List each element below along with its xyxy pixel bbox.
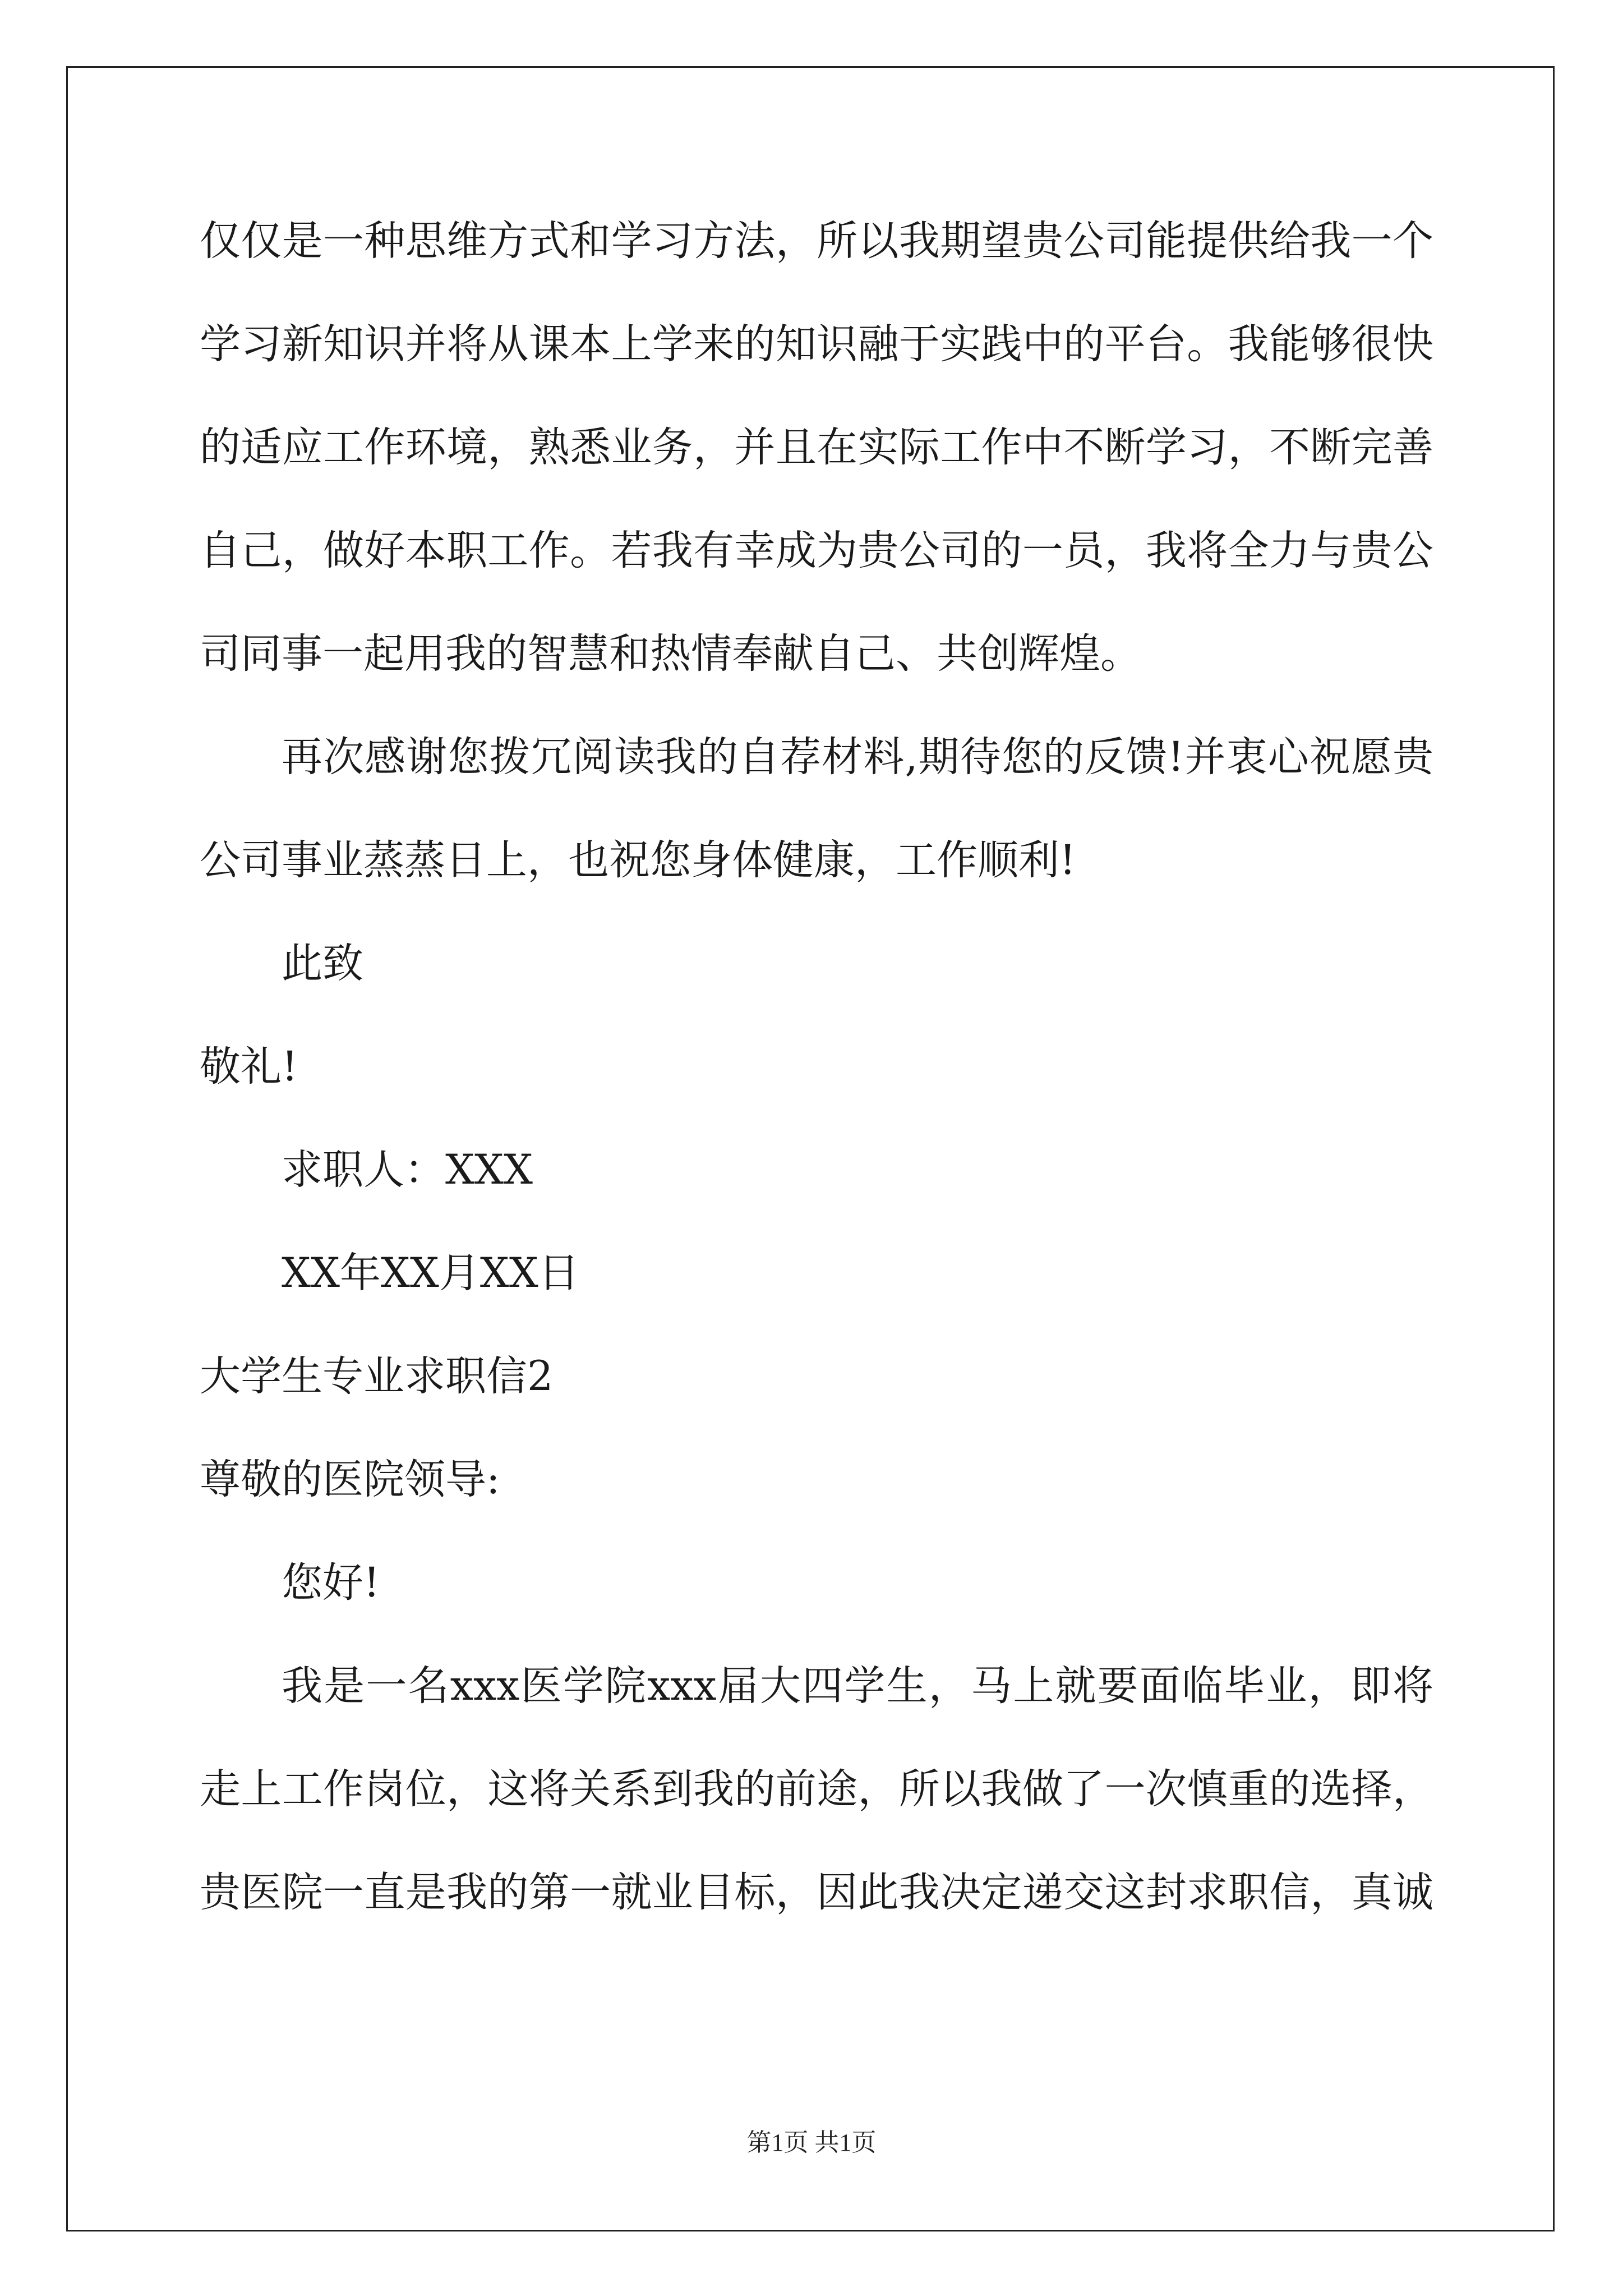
intro-paragraph-line-3: 贵医院一直是我的第一就业目标，因此我决定递交这封求职信，真诚 [200, 1869, 1433, 1916]
closing-paragraph-line-1: 再次感谢您拨冗阅读我的自荐材料,期待您的反馈!并衷心祝愿贵 [282, 733, 1433, 781]
letter-addressee: 尊敬的医院领导: [200, 1456, 500, 1503]
signature-applicant: 求职人：XXX [282, 1146, 533, 1194]
paragraph-line-4: 自己，做好本职工作。若我有幸成为贵公司的一员，我将全力与贵公 [200, 527, 1433, 574]
paragraph-line-2: 学习新知识并将从课本上学来的知识融于实践中的平台。我能够很快 [200, 320, 1433, 368]
paragraph-line-5: 司同事一起用我的智慧和热情奉献自己、共创辉煌。 [200, 630, 1141, 678]
page-number-footer: 第1页 共1页 [746, 2129, 877, 2156]
closing-paragraph-line-2: 公司事业蒸蒸日上，也祝您身体健康，工作顺利! [200, 836, 1076, 884]
section-title: 大学生专业求职信2 [200, 1352, 554, 1400]
paragraph-line-3: 的适应工作环境，熟悉业务，并且在实际工作中不断学习，不断完善 [200, 424, 1433, 471]
paragraph-line-1: 仅仅是一种思维方式和学习方法，所以我期望贵公司能提供给我一个 [200, 217, 1433, 265]
letter-greeting: 您好! [282, 1559, 380, 1607]
intro-paragraph-line-1: 我是一名xxx医学院xxx届大四学生，马上就要面临毕业，即将 [282, 1662, 1433, 1710]
salutation-jing-li: 敬礼! [200, 1043, 298, 1091]
signature-date: XX年XX月XX日 [282, 1249, 579, 1297]
salutation-ci-zhi: 此致 [282, 940, 363, 987]
intro-paragraph-line-2: 走上工作岗位，这将关系到我的前途，所以我做了一次慎重的选择， [200, 1765, 1433, 1813]
